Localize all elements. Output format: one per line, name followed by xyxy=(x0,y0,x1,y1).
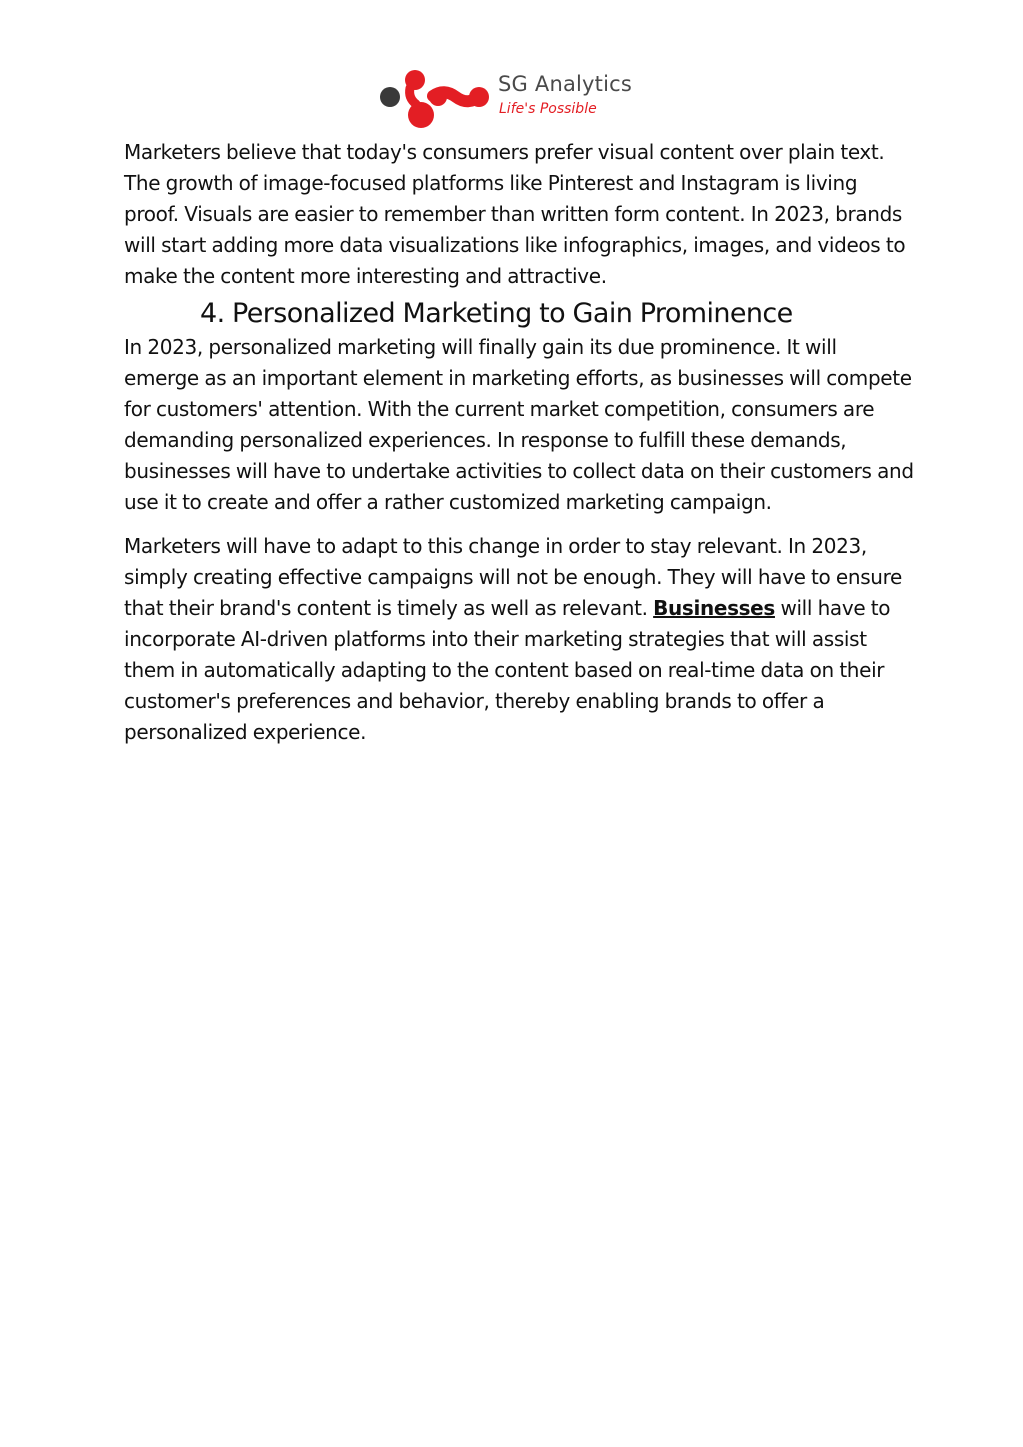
paragraph-text-before-link: Marketers will have to adapt to this change in order to stay relevant. In 2023, simply creating effective campaigns will not be enough. They will have to ensure that their brand's content is timely as well as relevant. xyxy=(124,534,902,620)
paragraph-personalized-marketing: In 2023, personalized marketing will finally gain its due prominence. It will emerge as an important element in marketing efforts, as businesses will compete for customers' attention. With the current market competition, consumers are demanding personalized experiences. In response to fulfill these demands, businesses will have to undertake activities to collect data on their customers and use it to create and offer a rather customized marketing campaign. xyxy=(124,335,914,514)
sg-analytics-logo xyxy=(378,66,658,132)
paragraph-text-after-link: will have to incorporate AI-driven platforms into their marketing strategies that will assist them in automatically adapting to the content based on real-time data on their customer's preferences and behavior, thereby enabling brands to offer a personalized experience. xyxy=(124,596,891,744)
document-body xyxy=(124,137,914,748)
paragraph-visual-content: Marketers believe that today's consumers prefer visual content over plain text. The growth of image-focused platforms like Pinterest and Instagram is living proof. Visuals are easier to remember than written form content. In 2023, brands will start adding more data visualizations like infographics, images, and videos to make the content more interesting and attractive. xyxy=(124,140,906,288)
businesses-link[interactable]: Businesses xyxy=(653,596,775,620)
logo-mark-icon xyxy=(378,66,498,132)
section-heading: 4. Personalized Marketing to Gain Prominence xyxy=(200,298,793,329)
logo-tagline: Life's Possible xyxy=(499,101,597,117)
logo-name: SG Analytics xyxy=(498,72,633,96)
paragraph-adapt-to-change xyxy=(124,531,914,748)
